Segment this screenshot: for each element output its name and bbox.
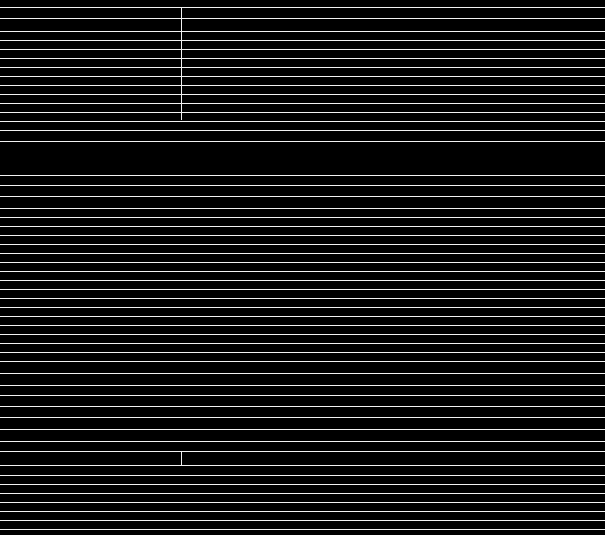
table-row-rule bbox=[0, 385, 605, 386]
table-row-rule bbox=[0, 76, 605, 77]
table-row-rule bbox=[0, 343, 605, 344]
table-row-rule bbox=[0, 511, 605, 512]
table-row-rule bbox=[0, 352, 605, 353]
table-row-rule bbox=[0, 40, 605, 41]
table-row-rule bbox=[0, 7, 605, 8]
table-row-rule bbox=[0, 429, 605, 430]
table-row-rule bbox=[0, 208, 605, 209]
separator-col1-col2-top bbox=[181, 7, 182, 120]
table-row-rule bbox=[0, 262, 605, 263]
table-row-rule bbox=[0, 289, 605, 290]
table-row-rule bbox=[0, 316, 605, 317]
table-row-rule bbox=[0, 217, 605, 218]
table-row-rule bbox=[0, 417, 605, 418]
table-row-rule bbox=[0, 31, 605, 32]
table-row-rule bbox=[0, 529, 605, 530]
table-row-rule bbox=[0, 253, 605, 254]
table-row-rule bbox=[0, 465, 605, 466]
table-row-rule bbox=[0, 395, 605, 396]
table-row-rule bbox=[0, 406, 605, 407]
separator-col1-col2-bottom bbox=[181, 451, 182, 465]
table-row-rule bbox=[0, 325, 605, 326]
table-row-rule bbox=[0, 244, 605, 245]
table-row-rule bbox=[0, 373, 605, 374]
table-row-rule bbox=[0, 475, 605, 476]
table-row-rule bbox=[0, 226, 605, 227]
table-row-rule bbox=[0, 103, 605, 104]
table-row-rule bbox=[0, 307, 605, 308]
table-row-rule bbox=[0, 196, 605, 197]
table-row-rule bbox=[0, 451, 605, 452]
table-row-rule bbox=[0, 280, 605, 281]
table-row-rule bbox=[0, 67, 605, 68]
table-row-rule bbox=[0, 235, 605, 236]
table-row-rule bbox=[0, 185, 605, 186]
table-row-rule bbox=[0, 85, 605, 86]
table-row-rule bbox=[0, 49, 605, 50]
table-row-rule bbox=[0, 112, 605, 113]
table-row-rule bbox=[0, 441, 605, 442]
table-row-rule bbox=[0, 130, 605, 131]
table-row-rule bbox=[0, 175, 605, 176]
table-row-rule bbox=[0, 298, 605, 299]
table-row-rule bbox=[0, 271, 605, 272]
table-row-rule bbox=[0, 141, 605, 142]
table-row-rule bbox=[0, 334, 605, 335]
table-row-rule bbox=[0, 493, 605, 494]
table-row-rule bbox=[0, 484, 605, 485]
table-row-rule bbox=[0, 58, 605, 59]
table-row-rule bbox=[0, 94, 605, 95]
table-row-rule bbox=[0, 361, 605, 362]
table-row-rule bbox=[0, 502, 605, 503]
table-row-rule bbox=[0, 520, 605, 521]
table-row-rule bbox=[0, 18, 605, 19]
table-row-rule bbox=[0, 121, 605, 122]
